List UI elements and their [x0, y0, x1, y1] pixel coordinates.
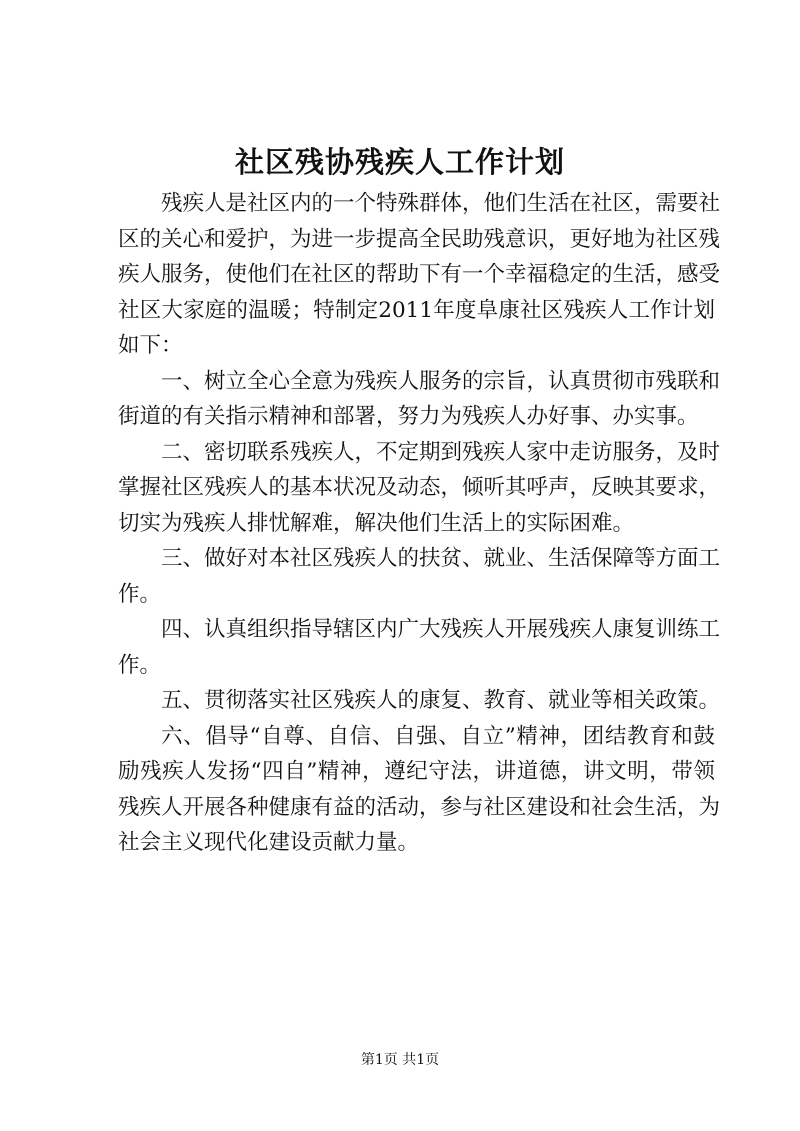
- paragraph-item-3: [118, 541, 721, 612]
- document-title: 社区残协残疾人工作计划: [234, 145, 565, 179]
- document-body: [118, 186, 721, 861]
- text-line: 二、密切联系残疾人，不定期到残疾人家中走访服务，及时: [161, 439, 721, 465]
- text-line: 如下：: [118, 333, 183, 358]
- paragraph-item-4: [118, 612, 721, 683]
- text-line: 社会主义现代化建设贡献力量。: [118, 830, 420, 855]
- paragraph-item-6: [118, 719, 721, 861]
- text-line: 街道的有关指示精神和部署，努力为残疾人办好事、办实事。: [118, 404, 699, 429]
- text-line: 五、贯彻落实社区残疾人的康复、教育、就业等相关政策。: [161, 688, 721, 713]
- paragraph-item-2: [118, 435, 721, 542]
- text-line: 励残疾人发扬“四自”精神，遵纪守法，讲道德，讲文明，带领: [118, 759, 715, 784]
- text-line: 作。: [118, 652, 162, 678]
- text-line: 残疾人是社区内的一个特殊群体，他们生活在社区，需要社: [161, 191, 721, 216]
- text-line: 切实为残疾人排忧解难，解决他们生活上的实际困难。: [118, 510, 635, 536]
- text-line: 残疾人开展各种健康有益的活动，参与社区建设和社会生活，为: [118, 794, 721, 820]
- text-line: 作。: [118, 581, 162, 607]
- paragraph-item-1: [118, 364, 721, 435]
- text-line: 掌握社区残疾人的基本状况及动态，倾听其呼声，反映其要求，: [118, 475, 721, 500]
- text-line: 一、树立全心全意为残疾人服务的宗旨，认真贯彻市残联和: [161, 368, 721, 394]
- text-line: 四、认真组织指导辖区内广大残疾人开展残疾人康复训练工: [161, 617, 721, 642]
- paragraph-item-5: [118, 683, 721, 719]
- text-line: 六、倡导“自尊、自信、自强、自立”精神，团结教育和鼓: [161, 723, 715, 749]
- text-line: 三、做好对本社区残疾人的扶贫、就业、生活保障等方面工: [161, 546, 721, 571]
- paragraph-intro: [118, 186, 721, 364]
- text-line: 疾人服务，使他们在社区的帮助下有一个幸福稳定的生活，感受: [118, 262, 721, 287]
- text-line: 社区大家庭的温暖；特制定2011年度阜康社区残疾人工作计划: [118, 297, 715, 323]
- text-line: 区的关心和爱护，为进一步提高全民助残意识，更好地为社区残: [118, 226, 721, 252]
- page-footer: 第1页 共1页: [360, 1052, 440, 1068]
